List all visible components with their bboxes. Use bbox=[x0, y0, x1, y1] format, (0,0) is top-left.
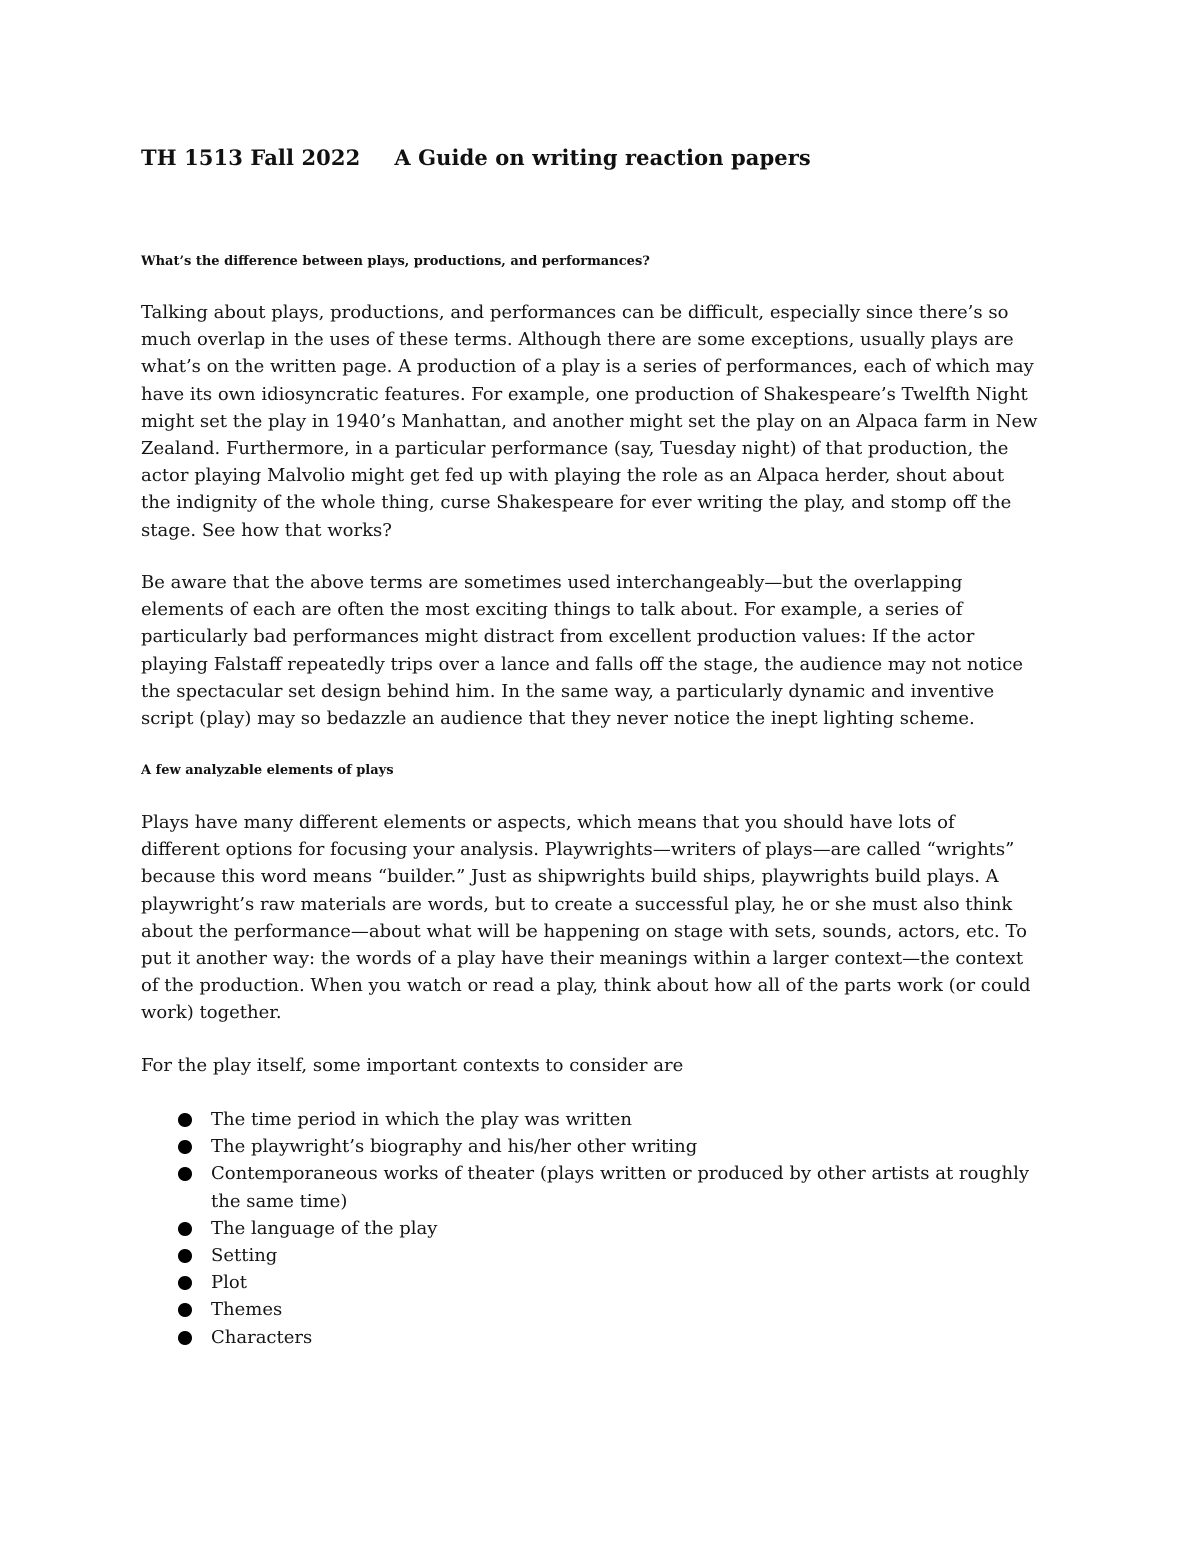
list-item bbox=[141, 1160, 1071, 1214]
section-heading-elements: A few analyzable elements of plays bbox=[141, 763, 394, 778]
text-line: Plays have many different elements or aspects, which means that you should have lots of bbox=[141, 812, 955, 833]
list-item bbox=[141, 1215, 1071, 1242]
text-line: work) together. bbox=[141, 1002, 282, 1024]
text-line: because this word means “builder.” Just as shipwrights build ships, playwrights build plays. A bbox=[141, 866, 999, 888]
page-title bbox=[141, 143, 811, 173]
paragraph-overlapping-terms bbox=[141, 569, 1071, 732]
paragraph-contexts-intro: For the play itself, some important contexts to consider are bbox=[141, 1055, 684, 1076]
list-item bbox=[141, 1242, 1071, 1269]
text-line: playing Falstaff repeatedly trips over a lance and falls off the stage, the audience may not notice bbox=[141, 653, 1024, 675]
text-line: what’s on the written page. A production of a play is a series of performances, each of which may bbox=[141, 356, 1034, 378]
list-item bbox=[141, 1106, 1071, 1133]
text-line: stage. See how that works? bbox=[141, 519, 392, 541]
title-subject: A Guide on writing reaction papers bbox=[394, 145, 811, 170]
list-item-text: Plot bbox=[211, 1272, 247, 1294]
text-line: Talking about plays, productions, and performances can be difficult, especially since there’s so bbox=[141, 302, 1009, 323]
paragraph-plays-productions bbox=[141, 299, 1071, 544]
list-item-text: Setting bbox=[211, 1245, 278, 1267]
text-line: about the performance—about what will be happening on stage with sets, sounds, actors, etc. To bbox=[141, 920, 1027, 942]
list-item bbox=[141, 1324, 1071, 1351]
text-line: different options for focusing your analysis. Playwrights—writers of plays—are called “wrights” bbox=[141, 839, 1015, 861]
list-item bbox=[141, 1133, 1071, 1160]
text-line: have its own idiosyncratic features. For example, one production of Shakespeare’s Twelfth Night bbox=[141, 383, 1028, 405]
list-item-text: Characters bbox=[211, 1326, 313, 1348]
list-item bbox=[141, 1269, 1071, 1296]
text-line: actor playing Malvolio might get fed up with playing the role as an Alpaca herder, shout about bbox=[141, 465, 1005, 487]
list-item-text: Contemporaneous works of theater (plays written or produced by other artists at roughly bbox=[211, 1163, 1029, 1185]
contexts-bullet-list bbox=[141, 1106, 1071, 1351]
text-line: particularly bad performances might distract from excellent production values: If the actor bbox=[141, 626, 975, 648]
list-item-text: the same time) bbox=[211, 1190, 348, 1212]
text-line: script (play) may so bedazzle an audience that they never notice the inept lighting scheme. bbox=[141, 708, 975, 730]
title-course: TH 1513 Fall 2022 bbox=[141, 145, 361, 170]
text-line: much overlap in the uses of these terms. Although there are some exceptions, usually plays are bbox=[141, 329, 1014, 351]
text-line: playwright’s raw materials are words, but to create a successful play, he or she must also think bbox=[141, 893, 1013, 915]
bullet-dot-icon bbox=[178, 1167, 192, 1181]
text-line: the spectacular set design behind him. In the same way, a particularly dynamic and inventive bbox=[141, 680, 995, 702]
text-line: Zealand. Furthermore, in a particular performance (say, Tuesday night) of that production, the bbox=[141, 438, 1009, 460]
list-item-text: The language of the play bbox=[211, 1217, 438, 1239]
text-line: Be aware that the above terms are sometimes used interchangeably—but the overlapping bbox=[141, 572, 963, 593]
text-line: of the production. When you watch or read a play, think about how all of the parts work (or could bbox=[141, 975, 1031, 997]
list-item-text: The playwright’s biography and his/her other writing bbox=[211, 1136, 698, 1158]
list-item-text: Themes bbox=[211, 1299, 283, 1321]
list-item-text: The time period in which the play was written bbox=[211, 1109, 632, 1130]
bullet-dot-icon bbox=[178, 1222, 192, 1236]
bullet-dot-icon bbox=[178, 1303, 192, 1317]
bullet-dot-icon bbox=[178, 1331, 192, 1345]
text-line: elements of each are often the most exciting things to talk about. For example, a series of bbox=[141, 599, 963, 621]
section-heading-difference: What’s the difference between plays, productions, and performances? bbox=[141, 254, 650, 269]
bullet-dot-icon bbox=[178, 1249, 192, 1263]
bullet-dot-icon bbox=[178, 1113, 192, 1127]
list-item bbox=[141, 1296, 1071, 1323]
bullet-dot-icon bbox=[178, 1276, 192, 1290]
text-line: might set the play in 1940’s Manhattan, and another might set the play on an Alpaca farm in New bbox=[141, 410, 1038, 432]
paragraph-play-elements bbox=[141, 809, 1071, 1027]
bullet-dot-icon bbox=[178, 1140, 192, 1154]
text-line: the indignity of the whole thing, curse Shakespeare for ever writing the play, and stomp off the bbox=[141, 492, 1012, 514]
text-line: put it another way: the words of a play have their meanings within a larger context—the context bbox=[141, 948, 1024, 970]
